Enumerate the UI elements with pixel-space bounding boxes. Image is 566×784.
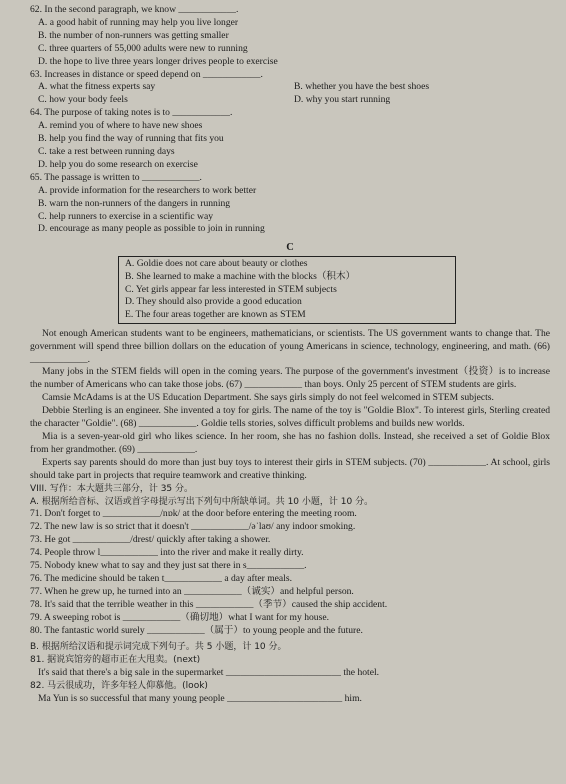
box-option-b: B. She learned to make a machine with the blocks（积木） — [125, 270, 356, 282]
part8-sub-a: A. 根据所给音标、汉语或首字母提示写出下列句中所缺单词。共 10 小题，计 10 分。 — [30, 496, 374, 507]
q81-chinese: 81. 据说宾馆旁的超市正在大甩卖。(next) — [30, 655, 201, 666]
fill-item-75: 75. Nobody knew what to say and they just sat there in s____________. — [30, 560, 307, 572]
q64-option-a: A. remind you of where to have new shoes — [38, 120, 203, 132]
fill-item-79: 79. A sweeping robot is ____________（确切地）what I want for my house. — [30, 611, 329, 623]
q82-chinese: 82. 马云很成功，许多年轻人仰慕他。(look) — [30, 681, 208, 692]
box-option-a: A. Goldie does not care about beauty or clothes — [125, 258, 308, 270]
q64-option-b: B. help you find the way of running that fits you — [38, 133, 224, 145]
q63-options-row2 — [30, 94, 550, 107]
q63-option-c: C. how your body feels — [38, 94, 128, 106]
fill-item-74: 74. People throw l____________ into the river and make it really dirty. — [30, 547, 304, 559]
fill-item-77: 77. When he grew up, he turned into an ____________（诚实）and helpful person. — [30, 585, 354, 597]
passage-paragraph-1: Not enough American students want to be engineers, mathematicians, or scientists. The US government wants to change that. The government will spend three billion dollars on the education of young Americans in science, technology, engineering, and math. (66) ____________. — [30, 327, 550, 365]
q62-option-a: A. a good habit of running may help you live longer — [38, 16, 239, 28]
passage-paragraph-6: Experts say parents should do more than just buy toys to interest their girls in STEM subjects. (70) ____________. At school, girls should take part in projects that require teamwork and creative thinking. — [30, 456, 550, 481]
q62-stem: 62. In the second paragraph, we know ____________. — [30, 4, 239, 15]
q63-options-row1 — [30, 81, 550, 94]
passage-paragraph-5: Mia is a seven-year-old girl who likes science. In her room, she has no fashion dolls. Instead, she received a set of Goldie Blox from her grandmother. (69) ____________. — [30, 430, 550, 455]
passage-paragraph-4: Debbie Sterling is an engineer. She invented a toy for girls. The name of the toy is "Goldie Blox". To interest girls, Sterling created the character "Goldie". (68) ____________. Goldie tells stories, solves difficult problems and builds new worlds. — [30, 405, 550, 430]
fill-item-72: 72. The new law is so strict that it doesn't ____________/əˈlaʊ/ any indoor smoking. — [30, 521, 356, 533]
section-c-title: C — [286, 242, 294, 254]
q65-option-d: D. encourage as many people as possible to join in running — [38, 223, 265, 235]
q62-option-c: C. three quarters of 55,000 adults were new to running — [38, 42, 248, 54]
passage-paragraph-2: Many jobs in the STEM fields will open in the coming years. The purpose of the government's investment（投资）is to increase the number of Americans who can take those jobs. (67) ____________ than boys. Only 25 percent of STEM students are girls. — [30, 366, 550, 391]
q63-stem: 63. Increases in distance or speed depend on ____________. — [30, 68, 263, 80]
box-option-e: E. The four areas together are known as STEM — [125, 309, 306, 321]
q65-option-a: A. provide information for the researchers to work better — [38, 184, 257, 196]
q63-option-d: D. why you start running — [294, 94, 391, 106]
part8-sub-b: B. 根据所给汉语和提示词完成下列句子。共 5 小题，计 10 分。 — [30, 642, 287, 653]
q62-option-b: B. the number of non-runners was getting smaller — [38, 29, 229, 41]
q64-stem: 64. The purpose of taking notes is to ____________. — [30, 107, 233, 119]
q62-option-d: D. the hope to live three years longer drives people to exercise — [38, 55, 278, 67]
options-box — [118, 256, 456, 324]
passage-paragraph-3: Camsie McAdams is at the US Education Department. She says girls simply do not feel welcomed in STEM subjects. — [42, 392, 494, 404]
part8-heading: VIII. 写作：本大题共三部分，计 35 分。 — [30, 483, 194, 494]
q64-option-c: C. take a rest between running days — [38, 145, 175, 157]
fill-item-76: 76. The medicine should be taken t____________ a day after meals. — [30, 572, 292, 584]
q63-option-b: B. whether you have the best shoes — [294, 81, 430, 93]
fill-item-80: 80. The fantastic world surely ____________（属于）to young people and the future. — [30, 624, 363, 636]
q81-english: It's said that there's a big sale in the supermarket ________________________ the hotel. — [38, 667, 380, 679]
box-option-d: D. They should also provide a good education — [125, 296, 302, 308]
fill-item-78: 78. It's said that the terrible weather in this ____________（季节）caused the ship accident. — [30, 598, 388, 610]
fill-item-73: 73. He got ____________/drest/ quickly after taking a shower. — [30, 534, 271, 546]
q64-option-d: D. help you do some research on exercise — [38, 158, 198, 170]
q65-option-b: B. warn the non-runners of the dangers in running — [38, 197, 231, 209]
fill-item-71: 71. Don't forget to ____________/nɒk/ at the door before entering the meeting room. — [30, 508, 357, 520]
q65-stem: 65. The passage is written to ____________. — [30, 171, 202, 183]
q63-option-a: A. what the fitness experts say — [38, 81, 156, 93]
box-option-c: C. Yet girls appear far less interested in STEM subjects — [125, 283, 337, 295]
q82-english: Ma Yun is so successful that many young people ________________________ him. — [38, 693, 362, 705]
q65-option-c: C. help runners to exercise in a scientific way — [38, 210, 214, 222]
